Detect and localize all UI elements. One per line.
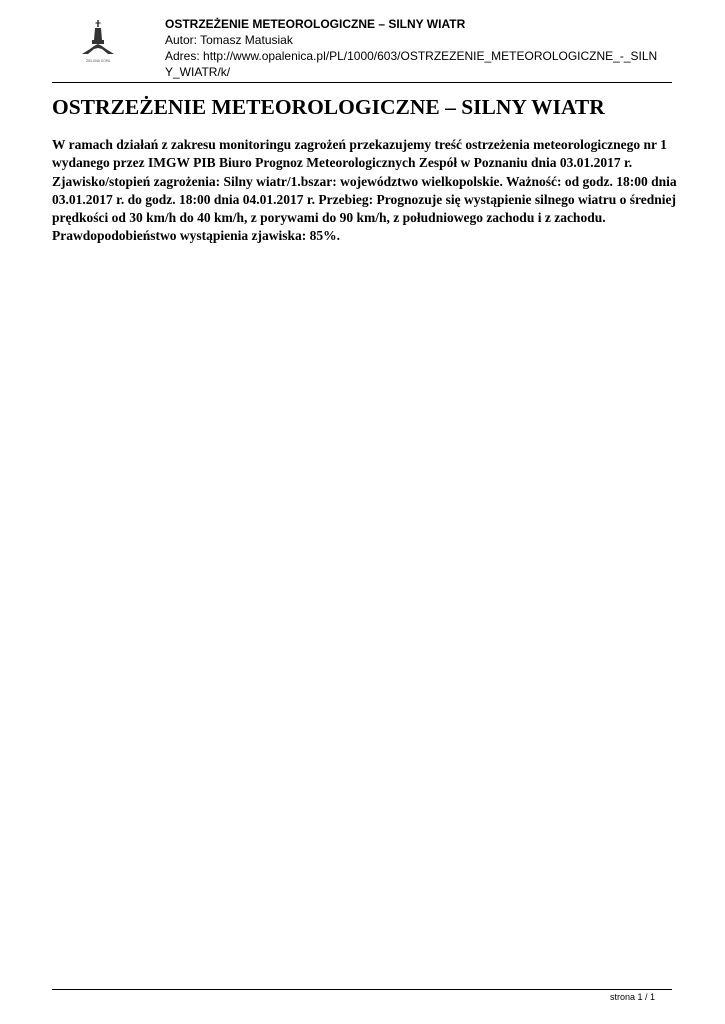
header-text-block <box>165 16 675 80</box>
header-author: Autor: Tomasz Matusiak <box>165 33 293 47</box>
header-address-line-2: Y_WIATR/k/ <box>165 65 231 79</box>
logo-caption: ZIELONA GÓRA <box>85 59 111 63</box>
page-header <box>0 0 725 84</box>
zielona-gora-logo-icon <box>78 18 118 66</box>
footer-divider <box>52 989 672 990</box>
page-number: strona 1 / 1 <box>609 992 655 1002</box>
header-address-line-1: Adres: http://www.opalenica.pl/PL/1000/603/OSTRZEZENIE_METEOROLOGICZNE_-_SILN <box>165 49 658 63</box>
page-title: OSTRZEŻENIE METEOROLOGICZNE – SILNY WIATR <box>52 95 605 119</box>
header-title: OSTRZEŻENIE METEOROLOGICZNE – SILNY WIATR <box>165 17 466 31</box>
header-divider <box>52 82 672 83</box>
article-body: W ramach działań z zakresu monitoringu zagrożeń przekazujemy treść ostrzeżenia meteorologicznego nr 1 wydanego przez IMGW PIB Biuro Prognoz Meteorologicznych Zespół w Poznaniu dnia 03.01.2017 r. Zjawisko/stopień zagrożenia: Silny wiatr/1.bszar: województwo wielkopolskie. Ważność: od godz. 18:00 dnia 03.01.2017 r. do godz. 18:00 dnia 04.01.2017 r. Przebieg: Prognozuje się wystąpienie silnego wiatru o średniej prędkości od 30 km/h do 40 km/h, z porywami do 90 km/h, z południowego zachodu i z zachodu. Prawdopodobieństwo wystąpienia zjawiska: 85%. <box>52 137 677 244</box>
